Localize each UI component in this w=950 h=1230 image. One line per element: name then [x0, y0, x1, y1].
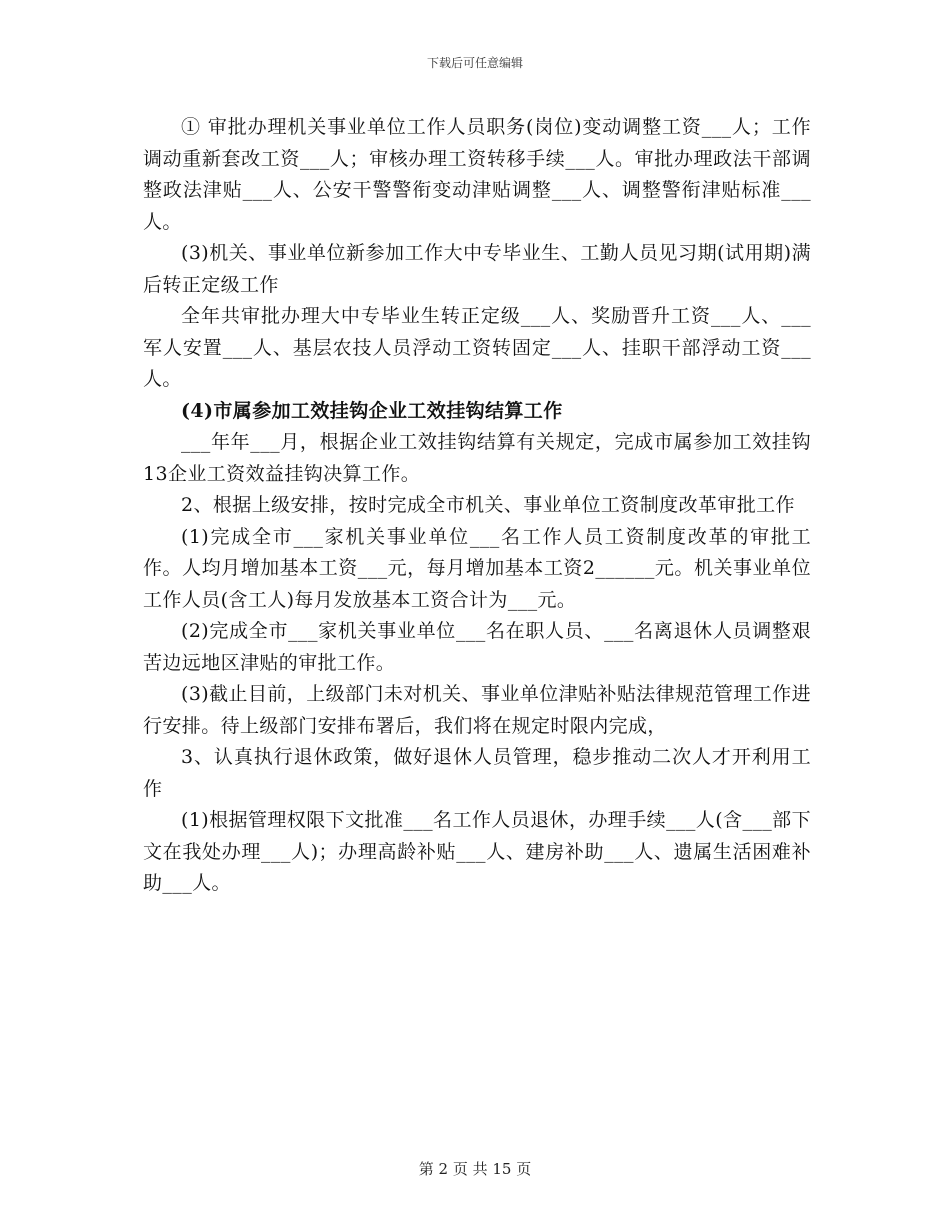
paragraph-1: ① 审批办理机关事业单位工作人员职务(岗位)变动调整工资___人；工作调动重新套改工资___人；审核办理工资转移手续___人。审批办理政法干部调整政法津贴___人、公安干警警衔变动津贴调整___人、调整警衔津贴标准___人。 — [143, 116, 811, 233]
paragraph-3: 全年共审批办理大中专毕业生转正定级___人、奖励晋升工资___人、___军人安置___人、基层农技人员浮动工资转固定___人、挂职干部浮动工资___人。 — [143, 305, 811, 390]
page-header: 下载后可任意编辑 — [426, 56, 523, 70]
section-heading: (4)市属参加工效挂钩企业工效挂钩结算工作 — [181, 399, 563, 422]
paragraph-2: (3)机关、事业单位新参加工作大中专毕业生、工勤人员见习期(试用期)满后转正定级工作 — [143, 242, 811, 296]
paragraph-11: (1)根据管理权限下文批准___名工作人员退休，办理手续___人(含___部下文在我处办理___人)；办理高龄补贴___人、建房补助___人、遗属生活困难补助___人。 — [143, 809, 811, 894]
paragraph-9: (3)截止目前，上级部门未对机关、事业单位津贴补贴法律规范管理工作进行安排。待上级部门安排布署后，我们将在规定时限内完成， — [143, 683, 811, 737]
document-body — [143, 112, 811, 900]
paragraph-7: (1)完成全市___家机关事业单位___名工作人员工资制度改革的审批工作。人均月增加基本工资___元，每月增加基本工资2______元。机关事业单位工作人员(含工人)每月发放基本工资合计为___元。 — [143, 525, 811, 611]
page-number: 第 2 页 共 15 页 — [418, 1160, 532, 1178]
paragraph-10: 3、认真执行退休政策，做好退休人员管理，稳步推动二次人才开利用工作 — [143, 746, 811, 800]
paragraph-5: ___年年___月，根据企业工效挂钩结算有关规定，完成市属参加工效挂钩13企业工资效益挂钩决算工作。 — [143, 431, 811, 485]
paragraph-6: 2、根据上级安排，按时完成全市机关、事业单位工资制度改革审批工作 — [181, 494, 795, 516]
paragraph-8: (2)完成全市___家机关事业单位___名在职人员、___名离退休人员调整艰苦边远地区津贴的审批工作。 — [143, 620, 811, 674]
